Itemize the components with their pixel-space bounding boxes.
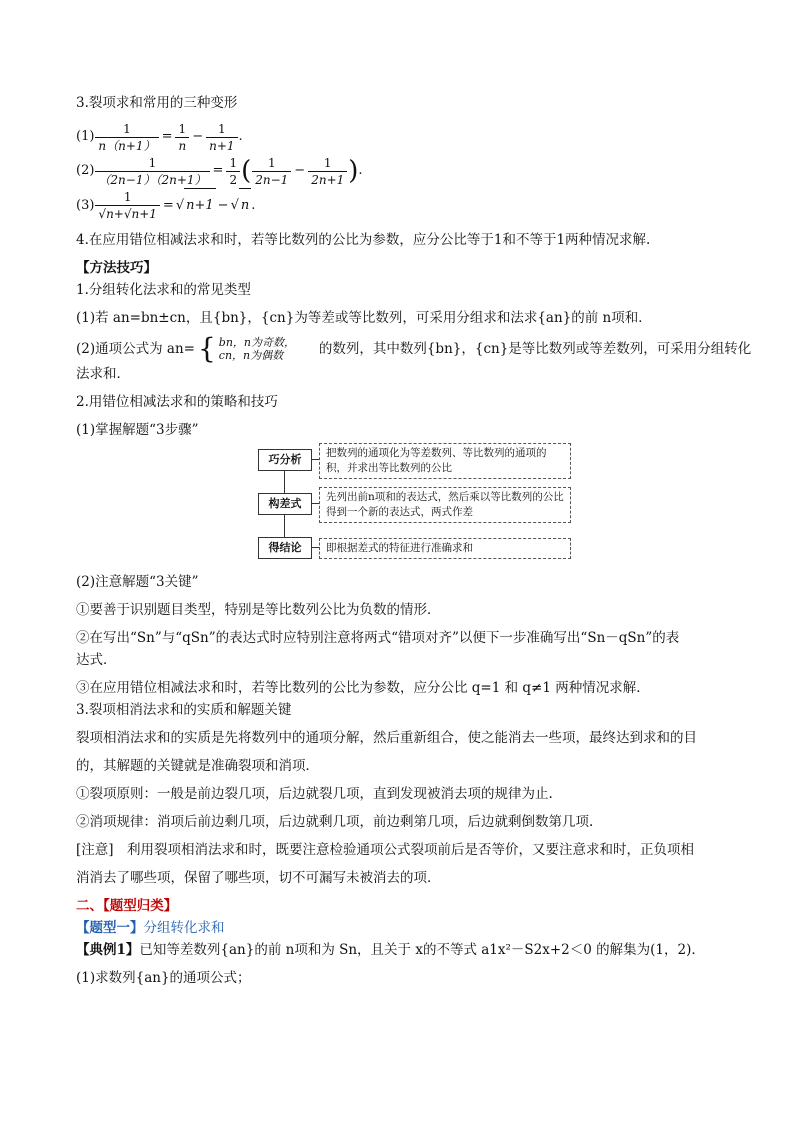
period: . <box>358 163 363 178</box>
fraction <box>175 121 189 154</box>
fraction <box>95 155 209 188</box>
text: (2)通项公式为 an= <box>76 341 195 357</box>
example <box>76 939 726 961</box>
type-text: 分组转化求和 <box>143 920 225 936</box>
formula-tag: (1) <box>76 129 95 144</box>
step-description: 先列出前n项和的表达式，然后乘以等比数列的公比得到一个新的表达式，两式作差 <box>319 487 571 523</box>
paragraph: ②在写出“Sn”与“qSn”的表达式时应特别注意将两式“错项对齐”以便下一步准确写出“Sn－qSn”的表 <box>76 630 680 646</box>
numerator: 1 <box>95 189 160 206</box>
numerator: 1 <box>252 155 291 172</box>
heading-text: 【题型归类】 <box>103 898 178 914</box>
equals: = <box>161 129 173 144</box>
denominator: n+1 <box>209 138 235 153</box>
paragraph: [注意] 利用裂项相消法求和时，既要注意检验通项公式裂项前后是否等价，又要注意求和时，正负项相 <box>76 842 695 858</box>
formula-tag: (3) <box>76 197 95 213</box>
paragraph <box>76 332 752 365</box>
example-label: 【典例1】 <box>76 942 140 958</box>
paragraph: (2)注意解题“3关键” <box>76 574 199 590</box>
paragraph: ③在应用错位相减法求和时，若等比数列的公比为参数，应分公比 q=1 和 q≠1 两种情况求解． <box>76 680 650 696</box>
step-box: 巧分析 <box>258 449 312 471</box>
section-heading: 3.裂项求和常用的三种变形 <box>76 95 238 111</box>
formula-tag: (2) <box>76 163 95 178</box>
step-description: 把数列的通项化为等差数列、等比数列的通项的积，并求出等比数列的公比 <box>319 443 571 479</box>
subheading: 1.分组转化法求和的常见类型 <box>76 282 251 298</box>
paragraph: 裂项相消法求和的实质是先将数列中的通项分解，然后重新组合，使之能消去一些项，最终达到求和的目 <box>76 730 697 746</box>
equals: = <box>212 163 224 178</box>
formula-1 <box>76 120 726 154</box>
case-even: cn，n为偶数 <box>218 349 284 362</box>
type-heading <box>76 917 726 939</box>
paragraph: 4.在应用错位相减法求和时，若等比数列的公比为参数，应分公比等于1和不等于1两种情况求解. <box>76 232 651 248</box>
subheading: 3.裂项相消法求和的实质和解题关键 <box>76 702 292 718</box>
denominator: 2n+1 <box>311 172 345 187</box>
formula-2: (2) $\frac{1}{(2n-1)(2n+1)}$ = $\frac{1}{2}$ ( $\frac{1}{2n-1}$ − $\frac{1}{2n+1}$ ) . <box>76 155 363 187</box>
type-label: 【题型一】 <box>76 920 144 936</box>
piecewise: { bn，n为奇数， cn，n为偶数 <box>197 332 296 365</box>
section-heading: 【方法技巧】 <box>76 260 157 276</box>
numerator: 1 <box>308 155 347 172</box>
fraction <box>206 121 237 154</box>
question: (1)求数列{an}的通项公式； <box>76 970 251 986</box>
numerator: 1 <box>95 121 158 138</box>
fraction <box>252 155 291 188</box>
text: 的数列，其中数列{bn}，{cn}是等比数列或等差数列，可采用分组转化 <box>318 341 752 357</box>
denominator: √n+√n+1 <box>98 207 157 221</box>
denominator: （2n−1）（2n+1） <box>98 172 207 187</box>
denominator: 2n−1 <box>255 172 289 187</box>
formula-3: (3) $\frac{1}{√n+√n+1}$ = √ n+1 − √ n . <box>76 190 256 221</box>
fraction <box>95 189 160 222</box>
minus: − <box>217 197 229 213</box>
fraction <box>226 155 240 188</box>
denominator: n <box>178 138 187 153</box>
example-text: 已知等差数列{an}的前 n项和为 Sn，且关于 x的不等式 a1x²－S2x+2＜0 的解集为(1，2)． <box>139 942 705 958</box>
paragraph: ①要善于识别题目类型，特别是等比数列公比为负数的情形． <box>76 602 441 618</box>
numerator: 1 <box>206 121 237 138</box>
paragraph: (1)掌握解题“3步骤” <box>76 422 199 438</box>
radicand: n <box>239 188 251 223</box>
radicand: n+1 <box>184 188 216 223</box>
numerator: 1 <box>175 121 189 138</box>
period: . <box>251 197 256 213</box>
paragraph: (1)若 an=bn±cn，且{bn}，{cn}为等差或等比数列，可采用分组求和法求{an}的前 n项和． <box>76 310 652 326</box>
heading-prefix: 二、 <box>76 898 103 914</box>
numerator: 1 <box>226 155 240 172</box>
case-odd: bn，n为奇数， <box>218 336 296 349</box>
numerator: 1 <box>95 155 209 172</box>
paragraph: 法求和． <box>76 366 130 382</box>
step-description: 即根据差式的特征进行准确求和 <box>319 538 571 559</box>
fraction <box>95 121 158 154</box>
fraction <box>308 155 347 188</box>
period: . <box>238 129 243 144</box>
document-page <box>76 92 752 989</box>
minus: − <box>294 163 306 178</box>
steps-diagram <box>258 447 578 565</box>
minus: − <box>192 129 204 144</box>
paragraph: ②消项规律：消项后前边剩几项，后边就剩几项，前边剩第几项，后边就剩倒数第几项. <box>76 814 594 830</box>
step-box: 得结论 <box>258 537 312 559</box>
denominator: 2 <box>229 172 238 187</box>
equals: = <box>162 197 174 213</box>
paragraph: 消消去了哪些项，保留了哪些项，切不可漏写未被消去的项． <box>76 870 441 886</box>
paragraph: 达式． <box>76 652 117 668</box>
subheading: 2.用错位相减法求和的策略和技巧 <box>76 394 278 410</box>
paragraph: 的，其解题的关键就是准确裂项和消项． <box>76 758 319 774</box>
step-box: 构差式 <box>258 493 312 515</box>
paragraph: ①裂项原则：一般是前边裂几项，后边就裂几项，直到发现被消去项的规律为止. <box>76 786 553 802</box>
section-heading <box>76 895 726 917</box>
denominator: n（n+1） <box>98 138 156 153</box>
